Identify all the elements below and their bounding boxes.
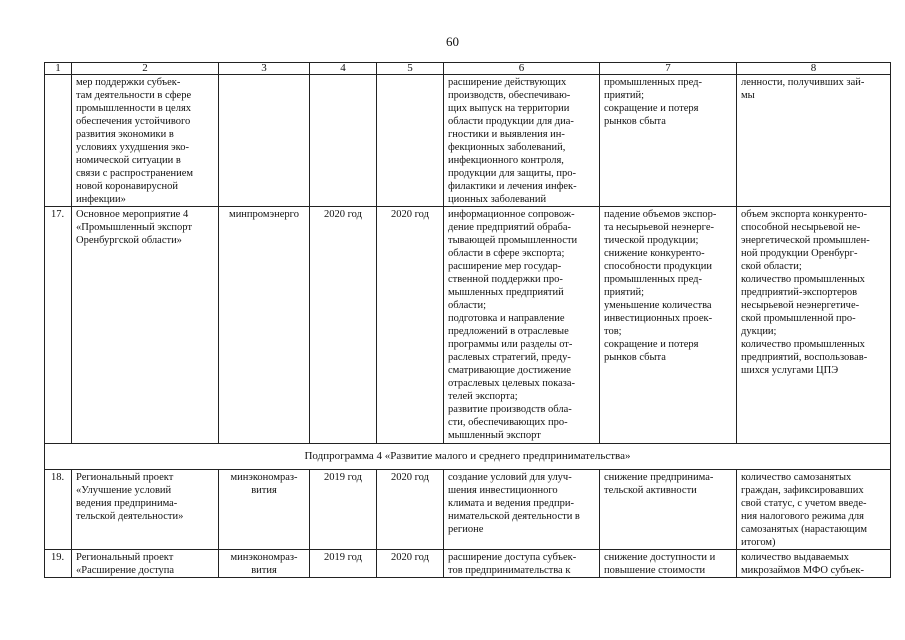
measures-table [44, 62, 891, 578]
expected-result: расширение действующих производств, обеспечиваю- щих выпуск на территории области продукции для диа- гностики и выявления ин- фекционных заболеваний, инфекционного контроля, продукции для защиты, про- филактики и лечения инфек- ционных заболеваний [444, 75, 600, 207]
col-header-3: 3 [219, 63, 310, 75]
col-header-4: 4 [310, 63, 377, 75]
expected-result: расширение доступа субъек- тов предпринимательства к [444, 550, 600, 578]
table-row [45, 550, 891, 578]
row-number: 19. [45, 550, 72, 578]
expected-result: информационное сопровож- дение предприятий обраба- тывающей промышленности области в сфере экспорта; расширение мер государ- ственной поддержки про- мышленных предприятий области; подготовка и направление предложений в отраслевые программы или разделы от- раслевых стратегий, преду- сматривающие достижение отраслевых целевых показа- телей экспорта; развитие производств обла- сти, обеспечивающих про- мышленный экспорт [444, 207, 600, 444]
col-header-1: 1 [45, 63, 72, 75]
start-year: 2020 год [310, 207, 377, 444]
col-header-5: 5 [377, 63, 444, 75]
indicators: ленности, получивших зай- мы [737, 75, 891, 207]
executor: минэкономраз- вития [219, 550, 310, 578]
col-header-7: 7 [600, 63, 737, 75]
event-name: мер поддержки субъек- там деятельности в сфере промышленности в целях обеспечения устойчивого развития экономики в условиях ухудшения эко- номической ситуации в связи с распространением новой коронавирусной инфекции» [72, 75, 219, 207]
col-header-8: 8 [737, 63, 891, 75]
col-header-6: 6 [444, 63, 600, 75]
executor: минпромэнерго [219, 207, 310, 444]
row-number [45, 75, 72, 207]
end-year: 2020 год [377, 470, 444, 550]
start-year: 2019 год [310, 470, 377, 550]
consequences: снижение доступности и повышение стоимости [600, 550, 737, 578]
page-number: 60 [446, 34, 459, 49]
table-row [45, 75, 891, 207]
column-number-row [45, 63, 891, 75]
event-name: Основное мероприятие 4 «Промышленный экспорт Оренбургской области» [72, 207, 219, 444]
table-row [45, 207, 891, 444]
indicators: объем экспорта конкуренто- способной несырьевой не- энергетической промышлен- ной продукции Оренбург- ской области; количество промышленных предприятий-экспортеров несырьевой неэнергетиче- ской промышленной про- дукции; количество промышленных предприятий, воспользовав- шихся услугами ЦПЭ [737, 207, 891, 444]
indicators: количество самозанятых граждан, зафиксировавших свой статус, с учетом введе- ния налогового режима для самозанятых (нарастающим итогом) [737, 470, 891, 550]
executor [219, 75, 310, 207]
event-name: Региональный проект «Расширение доступа [72, 550, 219, 578]
expected-result: создание условий для улуч- шения инвестиционного климата и ведения предпри- нимательской деятельности в регионе [444, 470, 600, 550]
row-number: 17. [45, 207, 72, 444]
consequences: падение объемов экспор- та несырьевой неэнерге- тической продукции; снижение конкуренто- способности продукции промышленных пред- приятий; уменьшение количества инвестиционных проек- тов; сокращение и потеря рынков сбыта [600, 207, 737, 444]
table-row [45, 470, 891, 550]
subprogram-row [45, 444, 891, 470]
row-number: 18. [45, 470, 72, 550]
col-header-2: 2 [72, 63, 219, 75]
consequences: промышленных пред- приятий; сокращение и потеря рынков сбыта [600, 75, 737, 207]
start-year [310, 75, 377, 207]
subprogram-title: Подпрограмма 4 «Развитие малого и среднего предпринимательства» [45, 444, 891, 470]
indicators: количество выдаваемых микрозаймов МФО субъек- [737, 550, 891, 578]
consequences: снижение предпринима- тельской активности [600, 470, 737, 550]
end-year: 2020 год [377, 550, 444, 578]
end-year: 2020 год [377, 207, 444, 444]
executor: минэкономраз- вития [219, 470, 310, 550]
start-year: 2019 год [310, 550, 377, 578]
event-name: Региональный проект «Улучшение условий ведения предпринима- тельской деятельности» [72, 470, 219, 550]
end-year [377, 75, 444, 207]
